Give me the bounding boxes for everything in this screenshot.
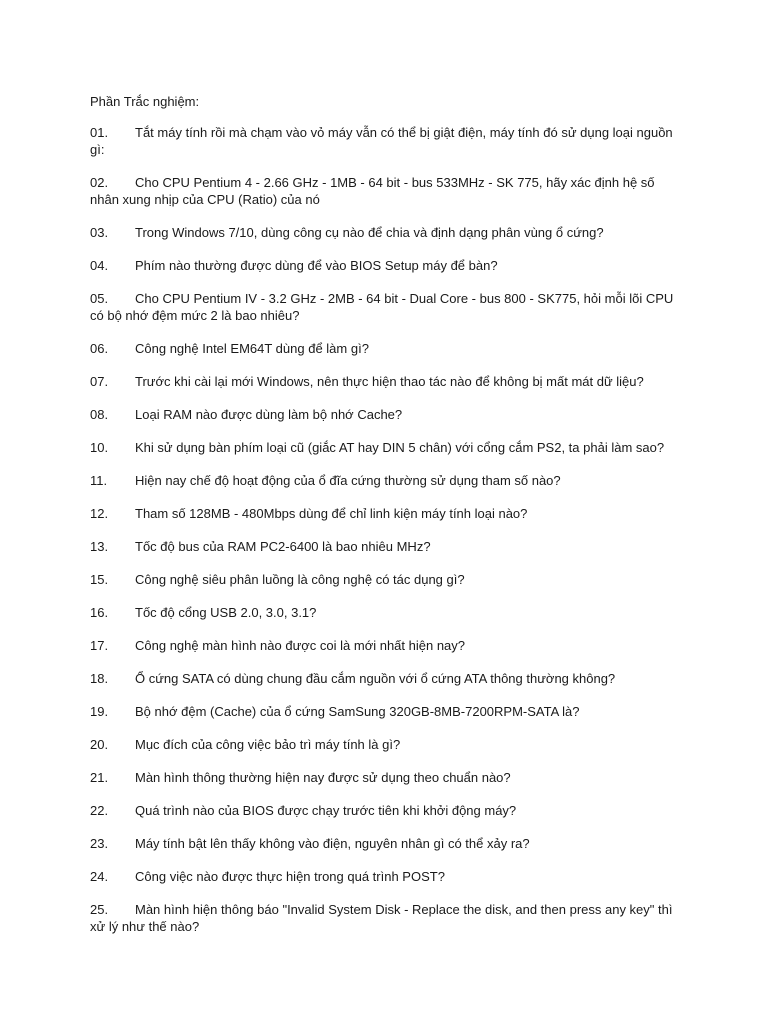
question-item (90, 406, 680, 423)
question-number: 05. (90, 291, 109, 306)
question-number: 13. (90, 539, 109, 554)
document-content (90, 93, 680, 951)
question-number: 25. (90, 902, 109, 917)
question-item (90, 340, 680, 357)
question-item (90, 901, 680, 935)
question-item (90, 439, 680, 456)
question-text: Công nghệ Intel EM64T dùng để làm gì? (135, 341, 369, 356)
question-text: Tốc độ cổng USB 2.0, 3.0, 3.1? (135, 605, 317, 620)
question-text: Phím nào thường được dùng để vào BIOS Setup máy để bàn? (135, 258, 498, 273)
question-number: 23. (90, 836, 109, 851)
question-text: Loại RAM nào được dùng làm bộ nhớ Cache? (135, 407, 403, 422)
question-text: Cho CPU Pentium IV - 3.2 GHz - 2MB - 64 bit - Dual Core - bus 800 - SK775, hỏi mỗi lõi CPU có bộ nhớ đệm mức 2 là bao nhiêu? (90, 291, 674, 323)
question-number: 22. (90, 803, 109, 818)
question-item (90, 124, 680, 158)
question-text: Công nghệ màn hình nào được coi là mới nhất hiện nay? (135, 638, 466, 653)
question-number: 04. (90, 258, 109, 273)
question-number: 03. (90, 225, 109, 240)
question-item (90, 571, 680, 588)
question-item (90, 802, 680, 819)
question-item (90, 472, 680, 489)
question-item (90, 257, 680, 274)
question-number: 11. (90, 473, 108, 488)
question-text: Ổ cứng SATA có dùng chung đầu cắm nguồn với ổ cứng ATA thông thường không? (135, 671, 616, 686)
question-text: Cho CPU Pentium 4 - 2.66 GHz - 1MB - 64 bit - bus 533MHz - SK 775, hãy xác định hệ số nhân xung nhịp của CPU (Ratio) của nó (90, 175, 655, 207)
question-number: 21. (90, 770, 109, 785)
question-number: 16. (90, 605, 109, 620)
question-number: 08. (90, 407, 109, 422)
question-number: 02. (90, 175, 109, 190)
question-text: Tắt máy tính rồi mà chạm vào vỏ máy vẫn có thể bị giật điện, máy tính đó sử dụng loại nguồn gì: (90, 125, 673, 157)
question-item (90, 670, 680, 687)
question-text: Màn hình thông thường hiện nay được sử dụng theo chuẩn nào? (135, 770, 511, 785)
question-text: Công việc nào được thực hiện trong quá trình POST? (135, 869, 445, 884)
question-text: Trong Windows 7/10, dùng công cụ nào để chia và định dạng phân vùng ổ cứng? (135, 225, 604, 240)
question-number: 24. (90, 869, 109, 884)
question-item (90, 505, 680, 522)
section-heading: Phần Trắc nghiệm: (90, 94, 200, 109)
question-number: 15. (90, 572, 109, 587)
question-item (90, 769, 680, 786)
question-text: Khi sử dụng bàn phím loại cũ (giắc AT hay DIN 5 chân) với cổng cắm PS2, ta phải làm sao? (135, 440, 665, 455)
question-text: Tham số 128MB - 480Mbps dùng để chỉ linh kiện máy tính loại nào? (135, 506, 528, 521)
question-text: Màn hình hiện thông báo "Invalid System Disk - Replace the disk, and then press any key" thì xử lý như thế nào? (90, 902, 673, 934)
question-number: 17. (90, 638, 109, 653)
question-text: Quá trình nào của BIOS được chạy trước tiên khi khởi động máy? (135, 803, 517, 818)
question-number: 06. (90, 341, 109, 356)
question-number: 18. (90, 671, 109, 686)
question-number: 01. (90, 125, 109, 140)
question-text: Máy tính bật lên thấy không vào điện, nguyên nhân gì có thể xảy ra? (135, 836, 530, 851)
question-item (90, 174, 680, 208)
question-number: 10. (90, 440, 109, 455)
question-text: Mục đích của công việc bảo trì máy tính là gì? (135, 737, 401, 752)
question-text: Tốc độ bus của RAM PC2-6400 là bao nhiêu MHz? (135, 539, 431, 554)
question-item (90, 637, 680, 654)
question-text: Công nghệ siêu phân luồng là công nghệ có tác dụng gì? (135, 572, 465, 587)
question-item (90, 736, 680, 753)
question-number: 19. (90, 704, 109, 719)
question-text: Bộ nhớ đệm (Cache) của ổ cứng SamSung 320GB-8MB-7200RPM-SATA là? (135, 704, 580, 719)
question-number: 20. (90, 737, 109, 752)
question-item (90, 835, 680, 852)
question-item (90, 290, 680, 324)
question-item (90, 373, 680, 390)
question-number: 07. (90, 374, 109, 389)
question-number: 12. (90, 506, 109, 521)
question-text: Trước khi cài lại mới Windows, nên thực hiện thao tác nào để không bị mất mát dữ liệu? (135, 374, 644, 389)
question-item (90, 868, 680, 885)
question-item (90, 538, 680, 555)
question-text: Hiện nay chế độ hoạt động của ổ đĩa cứng thường sử dụng tham số nào? (135, 473, 561, 488)
question-item (90, 703, 680, 720)
question-item (90, 224, 680, 241)
question-item (90, 604, 680, 621)
